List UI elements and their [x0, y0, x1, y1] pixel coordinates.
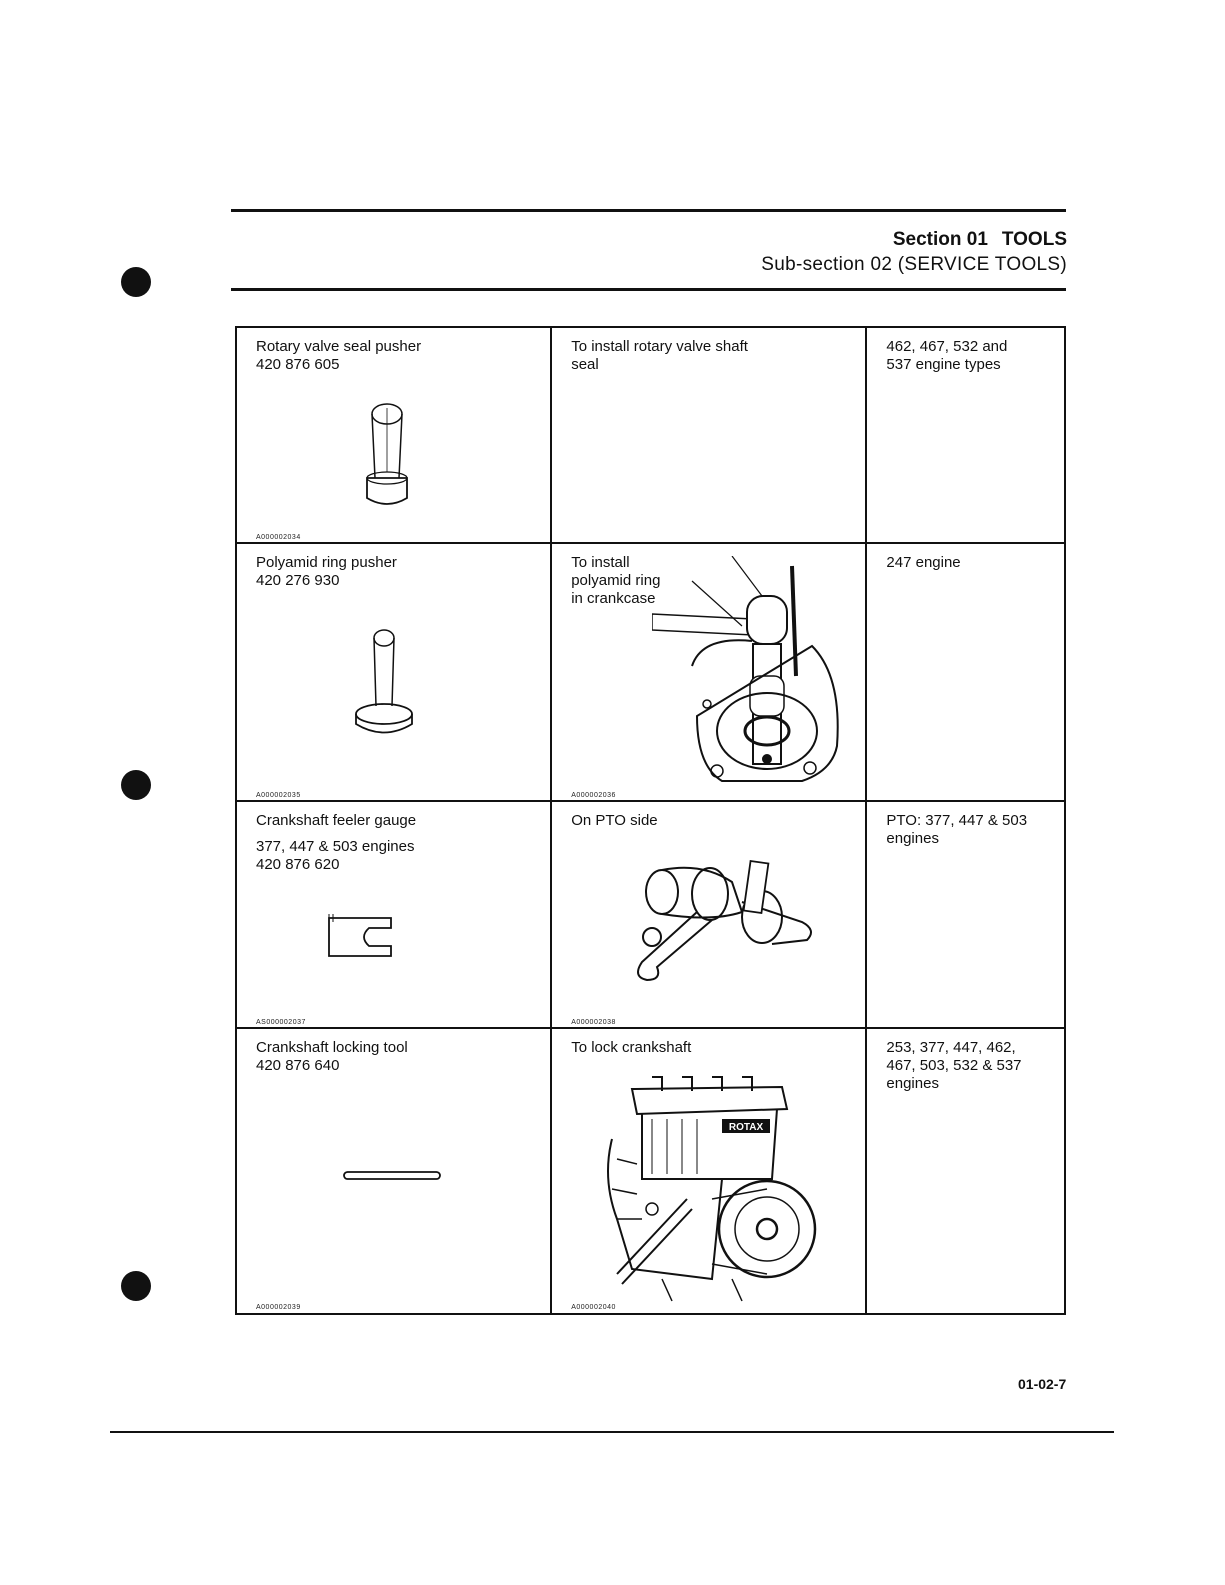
header-bottom-rule — [231, 288, 1066, 291]
binder-hole-bottom — [121, 1271, 151, 1301]
usage-line: On PTO side — [571, 812, 658, 829]
applies-to-line: PTO: 377, 447 & 503 — [886, 812, 1028, 829]
tool-part-number: 420 876 640 — [256, 1057, 340, 1074]
table-row — [236, 801, 1065, 1028]
applies-to-cell — [866, 543, 1065, 801]
seal-pusher-drawing — [362, 400, 412, 515]
table-row — [236, 543, 1065, 801]
tool-part-number: 420 276 930 — [256, 572, 340, 589]
figure-code: A000002036 — [571, 792, 616, 799]
feeler-gauge-drawing — [325, 912, 397, 962]
binder-hole-top — [121, 267, 151, 297]
tool-cell — [236, 543, 551, 801]
footer-rule — [110, 1431, 1114, 1433]
figure-code: A000002034 — [256, 534, 301, 541]
figure-code: A000002035 — [256, 792, 301, 799]
section-label: Section 01 — [892, 229, 988, 250]
applies-to-line: 462, 467, 532 and — [886, 338, 1008, 355]
applies-to-cell — [866, 327, 1065, 543]
applies-to-line: 467, 503, 532 & 537 — [886, 1057, 1022, 1074]
service-tools-table — [235, 326, 1066, 1315]
applies-to-cell — [866, 801, 1065, 1028]
figure-code: A000002039 — [256, 1304, 301, 1311]
usage-line: in crankcase — [571, 590, 656, 607]
tool-cell — [236, 801, 551, 1028]
engine-lock-crankshaft-drawing — [592, 1069, 822, 1304]
section-heading — [893, 229, 1067, 251]
usage-line: polyamid ring — [571, 572, 661, 589]
tool-cell — [236, 327, 551, 543]
usage-cell — [551, 327, 866, 543]
subsection-heading: Sub-section 02 (SERVICE TOOLS) — [761, 254, 1067, 275]
usage-line: seal — [571, 356, 599, 373]
tool-part-number: 420 876 605 — [256, 356, 340, 373]
figure-code: A000002040 — [571, 1304, 616, 1311]
tool-part-number: 420 876 620 — [256, 856, 340, 873]
applies-to-cell — [866, 1028, 1065, 1314]
page-number: 01-02-7 — [1018, 1376, 1067, 1392]
usage-cell — [551, 1028, 866, 1314]
usage-line: To install rotary valve shaft — [571, 338, 748, 355]
usage-line: To install — [571, 554, 630, 571]
crankcase-install-drawing — [652, 556, 852, 791]
figure-code: A000002038 — [571, 1019, 616, 1026]
tool-subtitle: 377, 447 & 503 engines — [256, 838, 415, 855]
ring-pusher-drawing — [349, 626, 419, 746]
section-title: TOOLS — [1001, 229, 1067, 250]
tool-cell — [236, 1028, 551, 1314]
applies-to-line: 253, 377, 447, 462, — [886, 1039, 1016, 1056]
usage-cell — [551, 543, 866, 801]
table-row — [236, 1028, 1065, 1314]
tool-name: Rotary valve seal pusher — [256, 338, 422, 355]
tool-name: Polyamid ring pusher — [256, 554, 397, 571]
applies-to-line: 537 engine types — [886, 356, 1001, 373]
tool-name: Crankshaft locking tool — [256, 1039, 408, 1056]
usage-cell — [551, 801, 866, 1028]
applies-to-line: engines — [886, 1075, 939, 1092]
locking-tool-drawing — [342, 1170, 442, 1182]
applies-to-line: engines — [886, 830, 939, 847]
header-top-rule — [231, 209, 1066, 212]
applies-to-line: 247 engine — [886, 554, 961, 571]
pto-side-crankshaft-drawing — [622, 852, 822, 987]
tool-name: Crankshaft feeler gauge — [256, 812, 417, 829]
engine-logo: ROTAX — [729, 1122, 764, 1133]
usage-line: To lock crankshaft — [571, 1039, 692, 1056]
figure-code: AS000002037 — [256, 1019, 306, 1026]
binder-hole-middle — [121, 770, 151, 800]
table-row — [236, 327, 1065, 543]
